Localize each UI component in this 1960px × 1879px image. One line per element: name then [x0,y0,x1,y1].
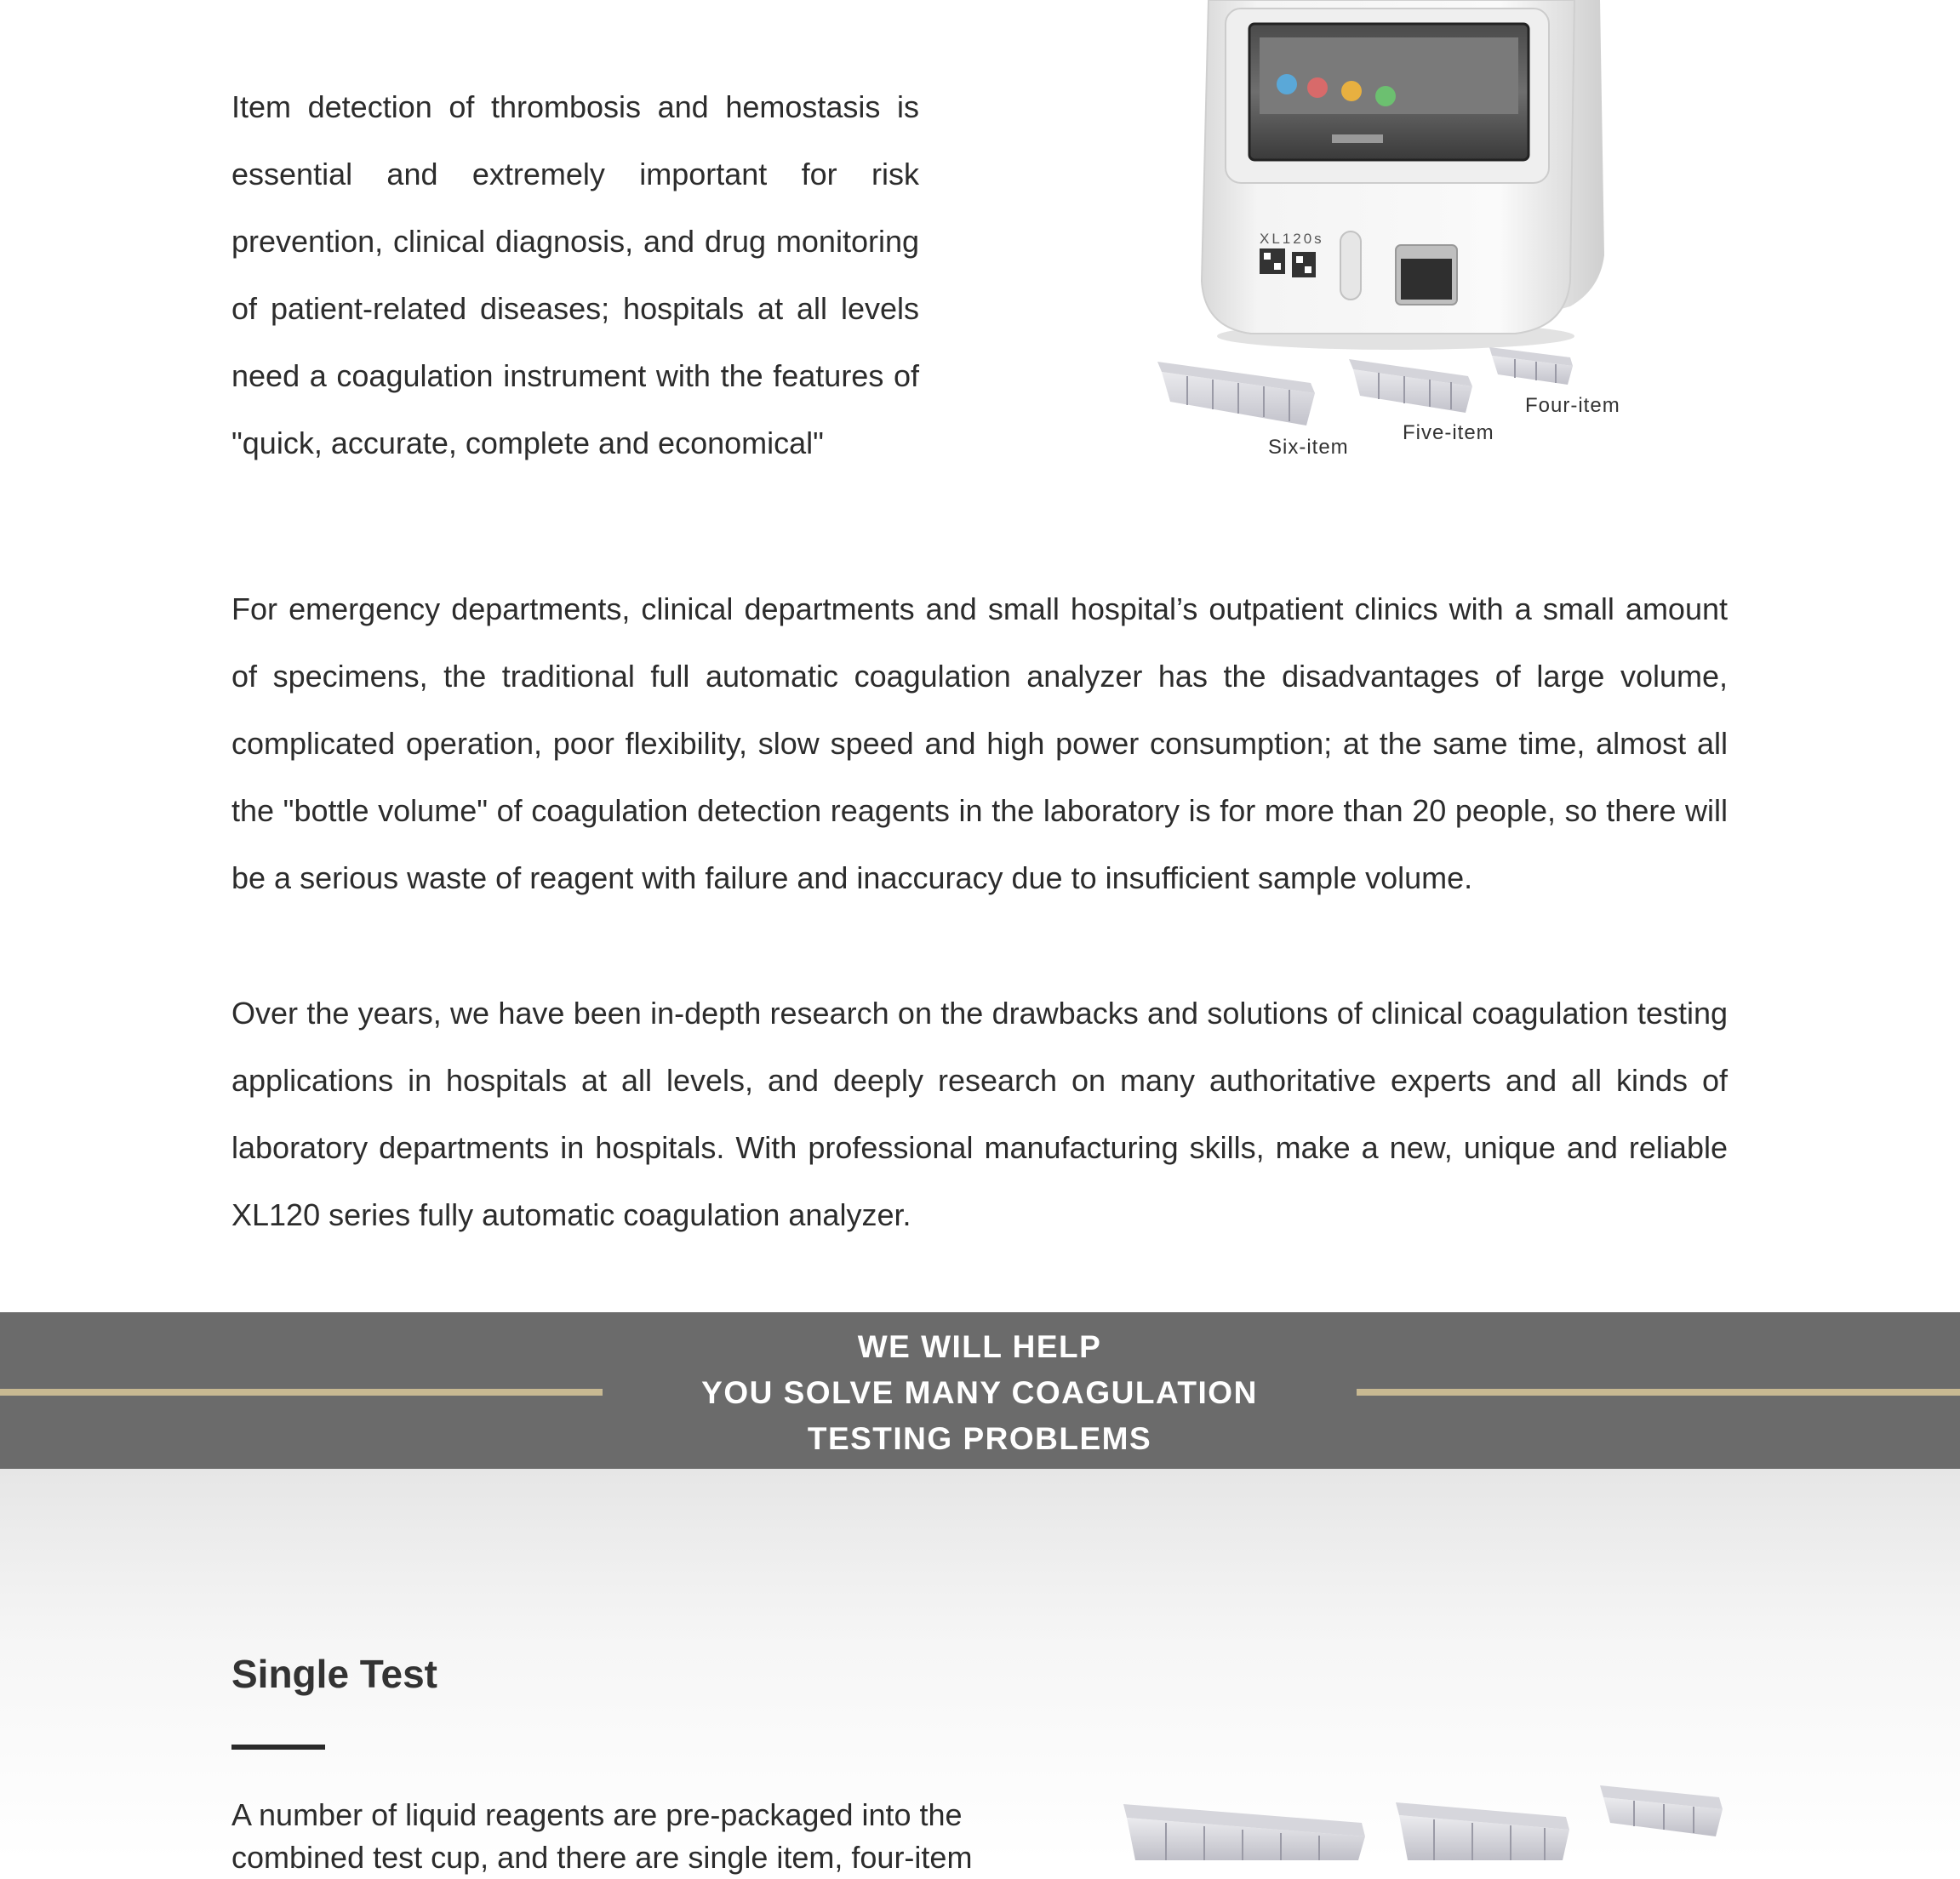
large-six-item-cup-icon [1123,1804,1365,1860]
research-paragraph: Over the years, we have been in-depth research on the drawbacks and solutions of clinical coagulation testing applications in hospitals at all levels, and deeply research on many authoritative experts and all kinds of laboratory departments in hospitals. With professional manufacturing skills, make a new, unique and reliable XL120 series fully automatic coagulation analyzer. [231,996,1728,1232]
banner-line-2: YOU SOLVE MANY COAGULATION [701,1375,1258,1410]
reagent-cups-illustration [1115,1770,1745,1860]
help-banner [0,1312,1960,1469]
single-test-title: Single Test [231,1652,437,1696]
banner-accent-line-left [0,1389,603,1396]
emergency-departments-paragraph: For emergency departments, clinical departments and small hospital’s outpatient clinics with a small amount of specimens, the traditional full automatic coagulation analyzer has the disadvantages of large volume, complicated operation, poor flexibility, slow speed and high power consumption; at the same time, almost all the "bottle volume" of coagulation detection reagents in the laboratory is for more than 20 people, so there will be a serious waste of reagent with failure and inaccuracy due to insufficient sample volume. [231,591,1728,895]
banner-line-3: TESTING PROBLEMS [807,1421,1152,1456]
single-test-description: A number of liquid reagents are pre-packaged into the combined test cup, and there are single item, four-item [231,1797,973,1875]
reagent-cups-image [1115,1770,1745,1860]
six-item-cup-icon [1157,362,1315,425]
five-item-cup-icon [1349,359,1472,413]
analyzer-product-image [1140,0,1651,477]
four-item-cup-icon [1489,347,1573,385]
model-label: XL120s [1260,231,1324,247]
intro-paragraph: Item detection of thrombosis and hemostasis is essential and extremely important for risk prevention, clinical diagnosis, and drug monitoring of patient-related diseases; hospitals at all levels need a coagulation instrument with the features of "quick, accurate, complete and economical" [231,89,919,460]
large-five-item-cup-icon [1396,1802,1569,1860]
banner-accent-line-right [1357,1389,1960,1396]
large-four-item-cup-icon [1600,1785,1723,1836]
banner-title [603,1324,1357,1462]
section-divider [231,1745,325,1750]
four-item-label: Four-item [1525,394,1620,417]
banner-line-1: WE WILL HELP [857,1329,1102,1364]
five-item-label: Five-item [1403,421,1494,444]
six-item-label: Six-item [1268,436,1349,459]
